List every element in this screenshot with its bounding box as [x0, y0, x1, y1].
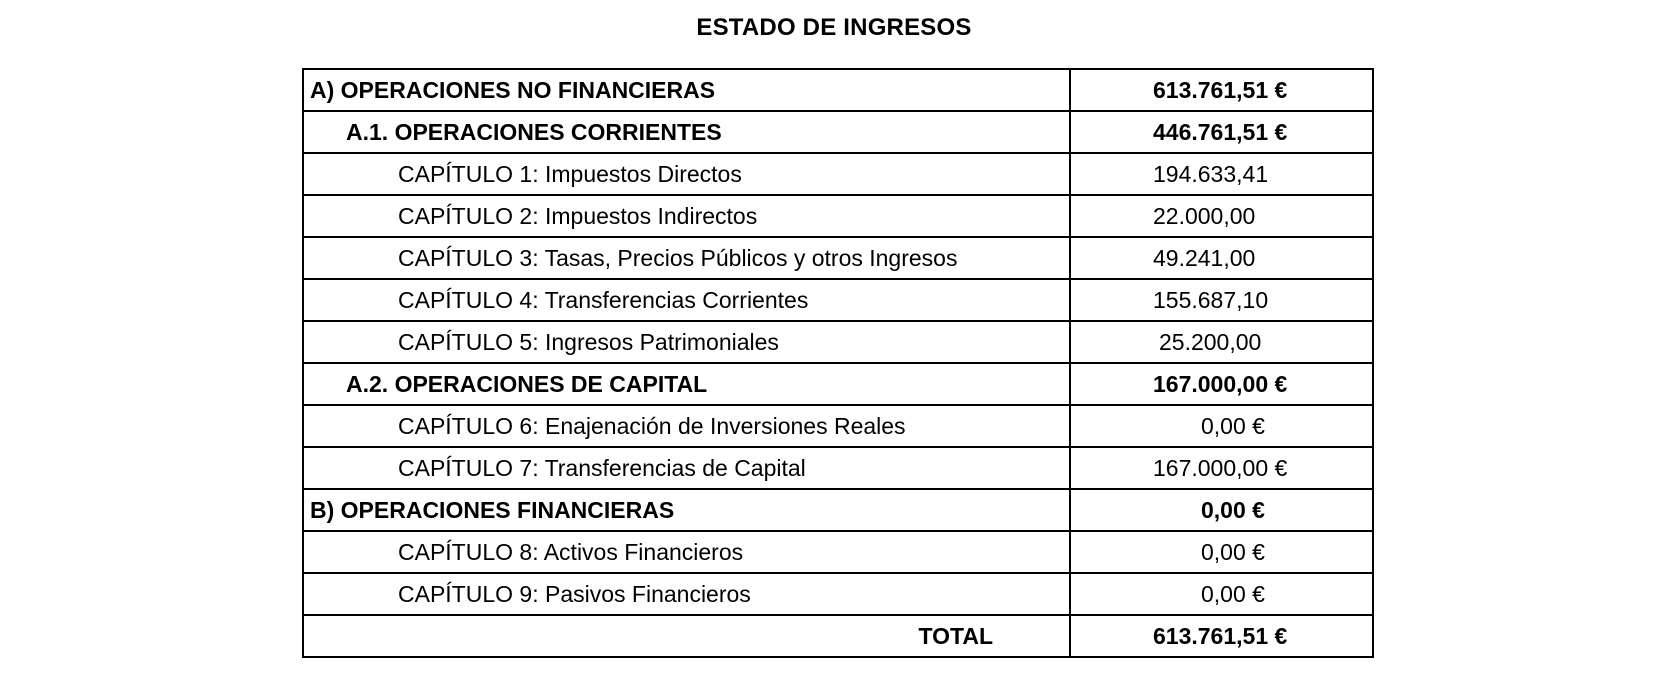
table-row-chapter-5: [303, 321, 1373, 363]
table-row-total: [303, 615, 1373, 657]
table-row-chapter-3: [303, 237, 1373, 279]
row-label: CAPÍTULO 4: Transferencias Corrientes: [303, 279, 1070, 321]
row-label: CAPÍTULO 7: Transferencias de Capital: [303, 447, 1070, 489]
table-row-chapter-9: [303, 573, 1373, 615]
row-value: 446.761,51 €: [1070, 111, 1373, 153]
row-value: 0,00 €: [1070, 573, 1373, 615]
row-value: 167.000,00 €: [1070, 447, 1373, 489]
row-label: CAPÍTULO 2: Impuestos Indirectos: [303, 195, 1070, 237]
table-row-chapter-8: [303, 531, 1373, 573]
row-value: 167.000,00 €: [1070, 363, 1373, 405]
row-value: 25.200,00: [1070, 321, 1373, 363]
row-value: 0,00 €: [1070, 489, 1373, 531]
table-row-chapter-2: [303, 195, 1373, 237]
table-row-section-a: [303, 69, 1373, 111]
row-value: 0,00 €: [1070, 531, 1373, 573]
row-label: CAPÍTULO 3: Tasas, Precios Públicos y otros Ingresos: [303, 237, 1070, 279]
row-value: 49.241,00: [1070, 237, 1373, 279]
row-value: 194.633,41: [1070, 153, 1373, 195]
row-label: CAPÍTULO 6: Enajenación de Inversiones Reales: [303, 405, 1070, 447]
table-row-subsection-a1: [303, 111, 1373, 153]
document-title: ESTADO DE INGRESOS: [696, 14, 972, 41]
total-label: TOTAL: [303, 615, 1070, 657]
row-label: A) OPERACIONES NO FINANCIERAS: [303, 69, 1070, 111]
income-table: [302, 68, 1374, 658]
row-label: B) OPERACIONES FINANCIERAS: [303, 489, 1070, 531]
table-row-section-b: [303, 489, 1373, 531]
table-row-chapter-1: [303, 153, 1373, 195]
row-label: A.2. OPERACIONES DE CAPITAL: [303, 363, 1070, 405]
row-label: CAPÍTULO 8: Activos Financieros: [303, 531, 1070, 573]
row-label: A.1. OPERACIONES CORRIENTES: [303, 111, 1070, 153]
row-value: 155.687,10: [1070, 279, 1373, 321]
total-value: 613.761,51 €: [1070, 615, 1373, 657]
table-row-chapter-7: [303, 447, 1373, 489]
table-row-chapter-4: [303, 279, 1373, 321]
row-label: CAPÍTULO 1: Impuestos Directos: [303, 153, 1070, 195]
row-label: CAPÍTULO 5: Ingresos Patrimoniales: [303, 321, 1070, 363]
table-row-subsection-a2: [303, 363, 1373, 405]
row-label: CAPÍTULO 9: Pasivos Financieros: [303, 573, 1070, 615]
table-row-chapter-6: [303, 405, 1373, 447]
row-value: 613.761,51 €: [1070, 69, 1373, 111]
row-value: 0,00 €: [1070, 405, 1373, 447]
row-value: 22.000,00: [1070, 195, 1373, 237]
